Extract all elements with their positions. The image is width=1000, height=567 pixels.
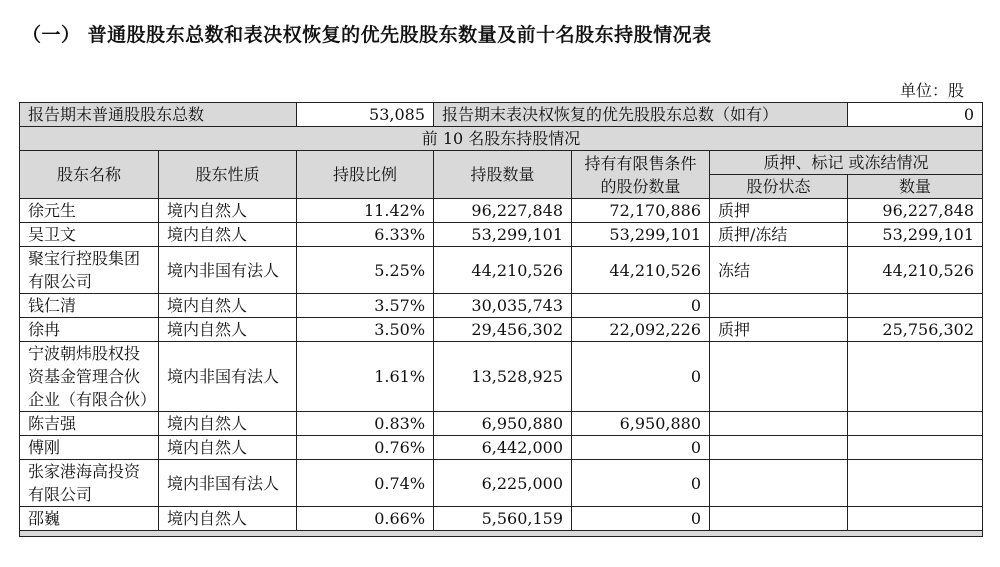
- holding-ratio: 0.66%: [297, 507, 434, 531]
- pledge-status: 质押: [710, 318, 848, 342]
- table-row: [20, 223, 983, 247]
- restricted-qty: 0: [572, 460, 710, 507]
- holder-nature: 境内非国有法人: [159, 460, 297, 507]
- pledge-status: [710, 460, 848, 507]
- restricted-qty: 6,950,880: [572, 412, 710, 436]
- holder-name: 张家港海高投资有限公司: [20, 460, 159, 507]
- pledge-status: 质押/冻结: [710, 223, 848, 247]
- holding-qty: 44,210,526: [434, 247, 572, 294]
- header-qty: 持股数量: [434, 151, 572, 199]
- truncated-row: [20, 531, 983, 537]
- restricted-qty: 0: [572, 507, 710, 531]
- pledge-status: [710, 507, 848, 531]
- table-row: [20, 199, 983, 223]
- header-ratio: 持股比例: [297, 151, 434, 199]
- holder-name: 徐元生: [20, 199, 159, 223]
- holding-qty: 6,442,000: [434, 436, 572, 460]
- pref-holders-label: 报告期末表决权恢复的优先股股东总数（如有）: [434, 103, 848, 127]
- holder-nature: 境内自然人: [159, 199, 297, 223]
- holding-ratio: 0.74%: [297, 460, 434, 507]
- header-nature: 股东性质: [159, 151, 297, 199]
- table-row: [20, 412, 983, 436]
- holding-ratio: 5.25%: [297, 247, 434, 294]
- pledge-status: 冻结: [710, 247, 848, 294]
- holder-name: 徐冉: [20, 318, 159, 342]
- restricted-qty: 0: [572, 294, 710, 318]
- holding-qty: 53,299,101: [434, 223, 572, 247]
- pledge-qty: [848, 507, 983, 531]
- section-title: 前 10 名股东持股情况: [20, 127, 983, 151]
- restricted-qty: 0: [572, 342, 710, 412]
- holder-nature: 境内自然人: [159, 507, 297, 531]
- restricted-qty: 22,092,226: [572, 318, 710, 342]
- restricted-qty: 53,299,101: [572, 223, 710, 247]
- restricted-qty: 44,210,526: [572, 247, 710, 294]
- pledge-qty: [848, 436, 983, 460]
- page-title: （一） 普通股股东总数和表决权恢复的优先股股东数量及前十名股东持股情况表: [22, 24, 712, 46]
- pledge-status: 质押: [710, 199, 848, 223]
- summary-row: [20, 103, 983, 127]
- pledge-qty: 44,210,526: [848, 247, 983, 294]
- shareholder-table: [19, 102, 983, 537]
- holding-qty: 5,560,159: [434, 507, 572, 531]
- restricted-qty: 0: [572, 436, 710, 460]
- holder-nature: 境内自然人: [159, 412, 297, 436]
- holding-ratio: 11.42%: [297, 199, 434, 223]
- holder-name: 宁波朝炜股权投资基金管理合伙企业（有限合伙）: [20, 342, 159, 412]
- pledge-qty: 25,756,302: [848, 318, 983, 342]
- header-restricted: 持有有限售条件的股份数量: [572, 151, 710, 199]
- pledge-qty: [848, 342, 983, 412]
- unit-label: 单位：股: [899, 81, 964, 100]
- holding-ratio: 0.76%: [297, 436, 434, 460]
- truncated-cell: [20, 531, 983, 537]
- holder-name: 聚宝行控股集团有限公司: [20, 247, 159, 294]
- common-holders-label: 报告期末普通股股东总数: [20, 103, 297, 127]
- pledge-status: [710, 412, 848, 436]
- header-row: [20, 151, 983, 175]
- holder-name: 邵巍: [20, 507, 159, 531]
- restricted-qty: 72,170,886: [572, 199, 710, 223]
- header-pledge-group: 质押、标记 或冻结情况: [710, 151, 983, 175]
- table-row: [20, 507, 983, 531]
- holding-qty: 29,456,302: [434, 318, 572, 342]
- pledge-status: [710, 342, 848, 412]
- holding-qty: 6,950,880: [434, 412, 572, 436]
- table-row: [20, 342, 983, 412]
- holding-ratio: 6.33%: [297, 223, 434, 247]
- holding-qty: 30,035,743: [434, 294, 572, 318]
- holding-qty: 13,528,925: [434, 342, 572, 412]
- holder-nature: 境内非国有法人: [159, 247, 297, 294]
- pledge-qty: 53,299,101: [848, 223, 983, 247]
- pref-holders-value: 0: [848, 103, 983, 127]
- holding-ratio: 3.50%: [297, 318, 434, 342]
- pledge-qty: [848, 412, 983, 436]
- section-row: [20, 127, 983, 151]
- holder-nature: 境内自然人: [159, 223, 297, 247]
- header-pledge-qty: 数量: [848, 175, 983, 199]
- holder-nature: 境内自然人: [159, 436, 297, 460]
- holding-ratio: 0.83%: [297, 412, 434, 436]
- table-row: [20, 318, 983, 342]
- holder-nature: 境内自然人: [159, 318, 297, 342]
- holder-name: 陈吉强: [20, 412, 159, 436]
- pledge-status: [710, 294, 848, 318]
- holder-nature: 境内自然人: [159, 294, 297, 318]
- header-name: 股东名称: [20, 151, 159, 199]
- pledge-qty: [848, 294, 983, 318]
- header-pledge-status: 股份状态: [710, 175, 848, 199]
- pledge-status: [710, 436, 848, 460]
- common-holders-value: 53,085: [297, 103, 434, 127]
- holder-name: 钱仁清: [20, 294, 159, 318]
- table-row: [20, 460, 983, 507]
- table-row: [20, 294, 983, 318]
- holding-ratio: 1.61%: [297, 342, 434, 412]
- holding-qty: 96,227,848: [434, 199, 572, 223]
- holder-nature: 境内非国有法人: [159, 342, 297, 412]
- holding-ratio: 3.57%: [297, 294, 434, 318]
- pledge-qty: [848, 460, 983, 507]
- pledge-qty: 96,227,848: [848, 199, 983, 223]
- holder-name: 吴卫文: [20, 223, 159, 247]
- holder-name: 傅刚: [20, 436, 159, 460]
- table-row: [20, 247, 983, 294]
- holding-qty: 6,225,000: [434, 460, 572, 507]
- table-row: [20, 436, 983, 460]
